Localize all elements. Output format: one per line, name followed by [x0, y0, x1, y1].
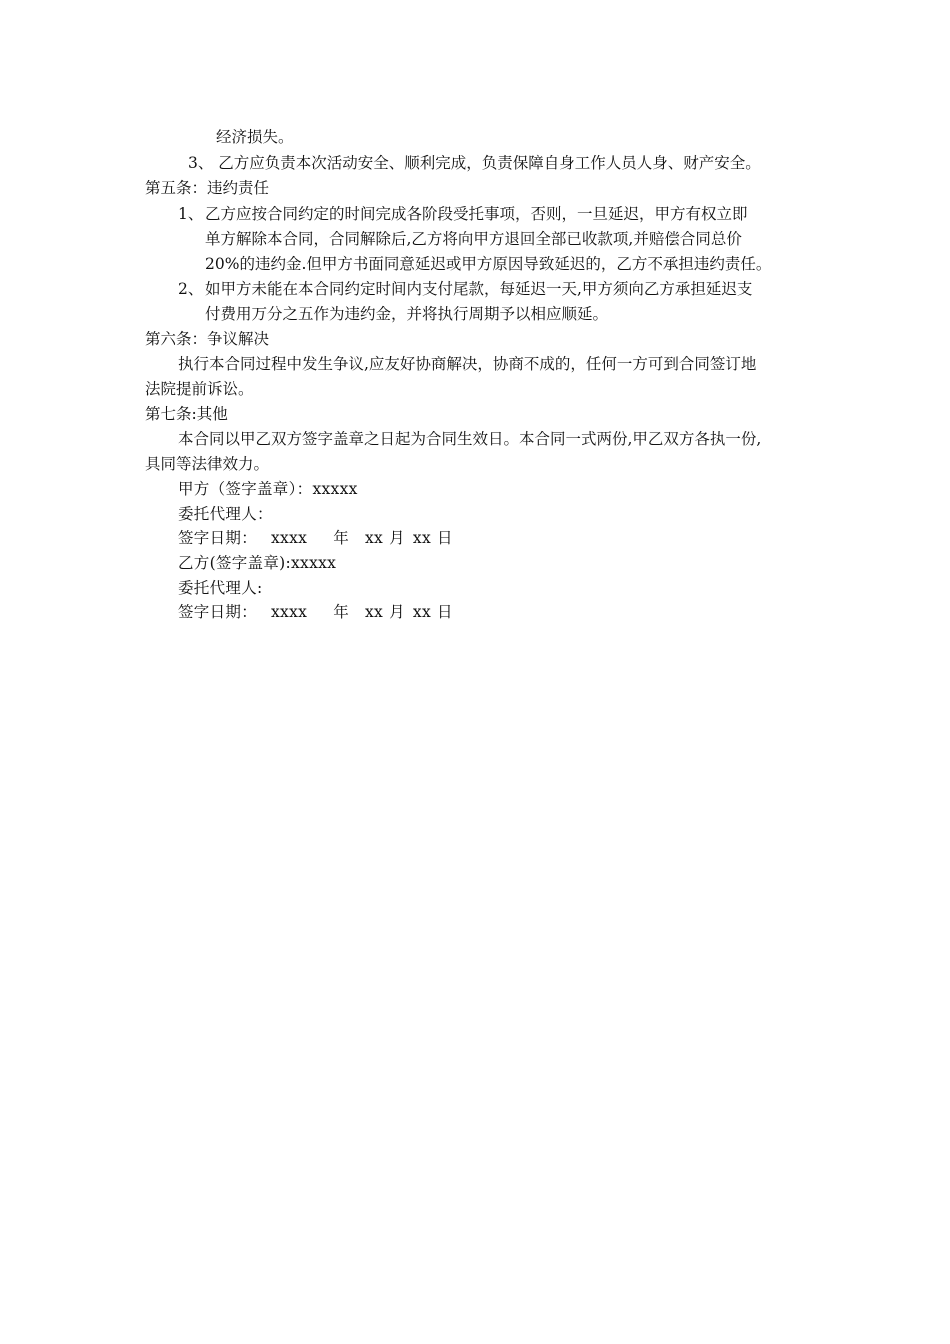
- party-b-agent: 委托代理人:: [178, 579, 263, 597]
- date-day: xx: [412, 529, 431, 547]
- paragraph-line: 执行本合同过程中发生争议,应友好协商解决，协商不成的，任何一方可到合同签订地: [178, 355, 757, 373]
- date-label: 签字日期：: [178, 603, 258, 621]
- paragraph-line: 单方解除本合同，合同解除后,乙方将向甲方退回全部已收款项,并赔偿合同总价: [205, 230, 742, 248]
- section-heading-6: 第六条：争议解决: [145, 330, 270, 348]
- section-heading-5: 第五条：违约责任: [145, 179, 270, 197]
- paragraph-line: 本合同以甲乙双方签字盖章之日起为合同生效日。本合同一式两份,甲乙双方各执一份,: [178, 430, 762, 448]
- party-b-signature: 乙方(签字盖章):xxxxx: [178, 554, 337, 572]
- party-a-signature: 甲方（签字盖章）：xxxxx: [178, 480, 358, 498]
- date-year: xxxx: [271, 603, 308, 621]
- date-day: xx: [412, 603, 431, 621]
- party-a-agent: 委托代理人：: [178, 505, 273, 523]
- date-day-unit: 日: [437, 529, 453, 547]
- date-year-unit: 年: [333, 603, 349, 621]
- party-b-sign-date: [178, 602, 453, 622]
- date-year: xxxx: [271, 529, 308, 547]
- date-label: 签字日期：: [178, 529, 258, 547]
- list-number: 1、: [178, 205, 204, 223]
- date-month-unit: 月: [389, 529, 405, 547]
- list-number: 2、: [178, 280, 204, 298]
- paragraph-line: 经济损失。: [216, 128, 294, 146]
- paragraph-line: 20%的违约金.但甲方书面同意延迟或甲方原因导致延迟的，乙方不承担违约责任。: [205, 255, 772, 273]
- date-month: xx: [365, 603, 384, 621]
- section-heading-7: 第七条:其他: [145, 405, 228, 423]
- paragraph-line: 如甲方未能在本合同约定时间内支付尾款，每延迟一天,甲方须向乙方承担延迟支: [205, 280, 753, 298]
- date-month-unit: 月: [389, 603, 405, 621]
- paragraph-line: 付费用万分之五作为违约金，并将执行周期予以相应顺延。: [205, 305, 609, 323]
- paragraph-line: 具同等法律效力。: [145, 455, 270, 473]
- paragraph-line: 乙方应按合同约定的时间完成各阶段受托事项，否则，一旦延迟，甲方有权立即: [205, 205, 748, 223]
- clause-item-3: 3、 乙方应负责本次活动安全、顺利完成，负责保障自身工作人员人身、财产安全。: [188, 154, 761, 172]
- paragraph-line: 法院提前诉讼。: [145, 380, 254, 398]
- party-a-sign-date: [178, 528, 453, 548]
- date-year-unit: 年: [333, 529, 349, 547]
- date-day-unit: 日: [437, 603, 453, 621]
- date-month: xx: [365, 529, 384, 547]
